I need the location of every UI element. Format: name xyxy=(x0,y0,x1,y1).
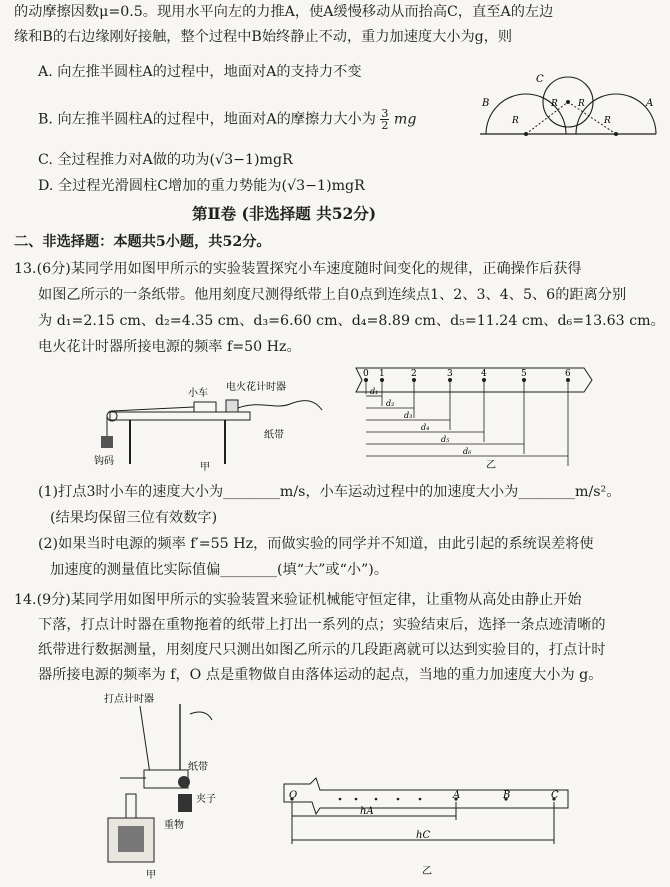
dim-label-d5: d₅ xyxy=(441,435,450,444)
option-b-unit: mg xyxy=(393,111,417,128)
label-hc: hC xyxy=(416,830,431,841)
option-a: A. 向左推半圆柱A的过程中，地面对A的支持力不变 xyxy=(38,64,362,80)
timer-pointer xyxy=(140,706,150,774)
tape-point-label-5: 5 xyxy=(521,369,527,379)
tape-point-label-4: 4 xyxy=(481,369,487,379)
section-title: 第Ⅱ卷 (非选择题 共52分) xyxy=(192,204,377,223)
tape-points xyxy=(289,790,559,801)
q14-line-3: 纸带进行数据测量，用刻度尺只测出如图乙所示的几段距离就可以达到实验目的，打点计时 xyxy=(38,642,606,658)
tape-point-label-1: 1 xyxy=(379,369,385,379)
label-ha: hA xyxy=(360,806,374,817)
tape-dot-1 xyxy=(355,798,358,801)
q14-figure-jia xyxy=(90,690,230,882)
tape-dot-3 xyxy=(397,798,400,801)
tape-point-label-B: B xyxy=(503,790,511,801)
q13-cart-label: 小车 xyxy=(188,388,208,399)
paper-tape xyxy=(238,401,322,410)
q13-figure-yi xyxy=(352,362,596,472)
tape-point-label-3: 3 xyxy=(447,369,453,379)
q13-part2-a: (2)如果当时电源的频率 f′=55 Hz，而做实验的同学并不知道，由此引起的系统误差将使 xyxy=(38,536,594,552)
tape-point-label-O: O xyxy=(289,790,298,801)
q13-timer-label: 电火花计时器 xyxy=(226,382,286,393)
tape-point-label-6: 6 xyxy=(565,369,571,379)
q14-timer-label: 打点计时器 xyxy=(104,694,154,705)
cylinders-figure xyxy=(478,68,658,140)
dim-label-d1: d₁ xyxy=(370,387,379,396)
q14-yi-caption: 乙 xyxy=(422,866,432,877)
option-d: D. 全过程光滑圆柱C增加的重力势能为(√3−1)mgR xyxy=(38,178,365,194)
q13-yi-caption: 乙 xyxy=(486,460,496,471)
dim-label-d3: d₃ xyxy=(404,411,413,420)
label-c: C xyxy=(536,74,544,85)
base-block xyxy=(118,826,144,852)
q14-weight-label: 重物 xyxy=(164,820,184,831)
spark-timer xyxy=(226,400,238,412)
radius-line-b xyxy=(526,102,568,134)
cart xyxy=(194,402,216,412)
q14-tape-label: 纸带 xyxy=(188,762,208,773)
q13-tape-label: 纸带 xyxy=(264,430,284,441)
table-top xyxy=(110,412,250,420)
option-c: C. 全过程推力对A做的功为(√3−1)mgR xyxy=(38,152,293,168)
q13-line-3: 为 d₁=2.15 cm、d₂=4.35 cm、d₃=6.60 cm、d₄=8.89 cm、d₅=11.24 cm、d₆=13.63 cm。 xyxy=(38,313,665,329)
cart-string xyxy=(112,407,194,411)
q14-clip-label: 夹子 xyxy=(196,794,216,805)
q14-line-1: 14.(9分)某同学用如图甲所示的实验装置来验证机械能守恒定律，让重物从高处由静止开始 xyxy=(14,592,582,608)
q14-figure-yi xyxy=(280,770,580,880)
q13-line-4: 电火花计时器所接电源的频率 f=50 Hz。 xyxy=(38,339,301,355)
section-subtitle: 二、非选择题：本题共5小题，共52分。 xyxy=(14,234,271,250)
tape-dot-2 xyxy=(375,798,378,801)
fraction-numerator: 3 xyxy=(381,107,389,120)
q14-jia-caption: 甲 xyxy=(146,870,156,881)
q13-jia-caption: 甲 xyxy=(200,462,210,472)
q14-line-4: 器所接电源的频率为 f，O 点是重物做自由落体运动的起点，当地的重力加速度大小为 g。 xyxy=(38,667,603,683)
label-r3: R xyxy=(578,99,585,109)
label-r1: R xyxy=(512,116,519,126)
label-a: A xyxy=(646,98,654,109)
half-cylinder-a xyxy=(576,94,656,134)
q13-figure-jia xyxy=(90,380,330,472)
fraction-denominator: 2 xyxy=(381,119,389,132)
hand-holding-tape xyxy=(190,712,212,720)
dim-label-d4: d₄ xyxy=(421,423,430,432)
hook-weight xyxy=(101,436,113,448)
clip xyxy=(178,776,190,788)
q13-part1-b: (结果均保留三位有效数字) xyxy=(50,510,218,526)
intro-line-2: 缘和B的右边缘刚好接触，整个过程中B始终静止不动，重力加速度大小为g，则 xyxy=(14,29,513,45)
tape-point-label-A: A xyxy=(453,790,461,801)
q13-weight-label: 钩码 xyxy=(94,456,114,467)
label-r2: R xyxy=(551,99,558,109)
q13-line-1: 13.(6分)某同学用如图甲所示的实验装置探究小车速度随时间变化的规律，正确操作后获得 xyxy=(14,261,582,277)
tape-point-label-2: 2 xyxy=(411,369,417,379)
option-b-fraction xyxy=(380,108,389,131)
label-r4: R xyxy=(604,116,611,126)
dim-label-d6: d₆ xyxy=(463,447,472,456)
option-b xyxy=(38,108,416,131)
q13-part2-b: 加速度的测量值比实际值偏________(填“大”或“小”)。 xyxy=(50,562,389,578)
tape-strip xyxy=(356,368,592,392)
intro-line-1: 的动摩擦因数μ=0.5。现用水平向左的力推A，使A缓慢移动从而抬高C，直至A的左边 xyxy=(14,4,554,20)
q14-line-2: 下落，打点计时器在重物拖着的纸带上打出一系列的点；实验结束后，选择一条点迹清晰的 xyxy=(38,617,606,633)
tape-point-label-0: 0 xyxy=(363,369,369,379)
tape-point-label-C: C xyxy=(551,790,559,801)
q13-part1-a: (1)打点3时小车的速度大小为________m/s，小车运动过程中的加速度大小为________m/s²。 xyxy=(38,484,621,500)
label-b: B xyxy=(482,98,490,109)
dim-label-d2: d₂ xyxy=(386,399,395,408)
distance-markers xyxy=(366,387,568,456)
heavy-weight xyxy=(178,794,192,812)
q13-line-2: 如图乙所示的一条纸带。他用刻度尺测得纸带上自0点到连续点1、2、3、4、5、6的距离分别 xyxy=(38,287,627,303)
tape-strip xyxy=(284,778,568,814)
tape-dot-4 xyxy=(419,798,422,801)
option-b-text: B. 向左推半圆柱A的过程中，地面对A的摩擦力大小为 xyxy=(38,111,376,128)
tape-dot-0 xyxy=(339,798,342,801)
